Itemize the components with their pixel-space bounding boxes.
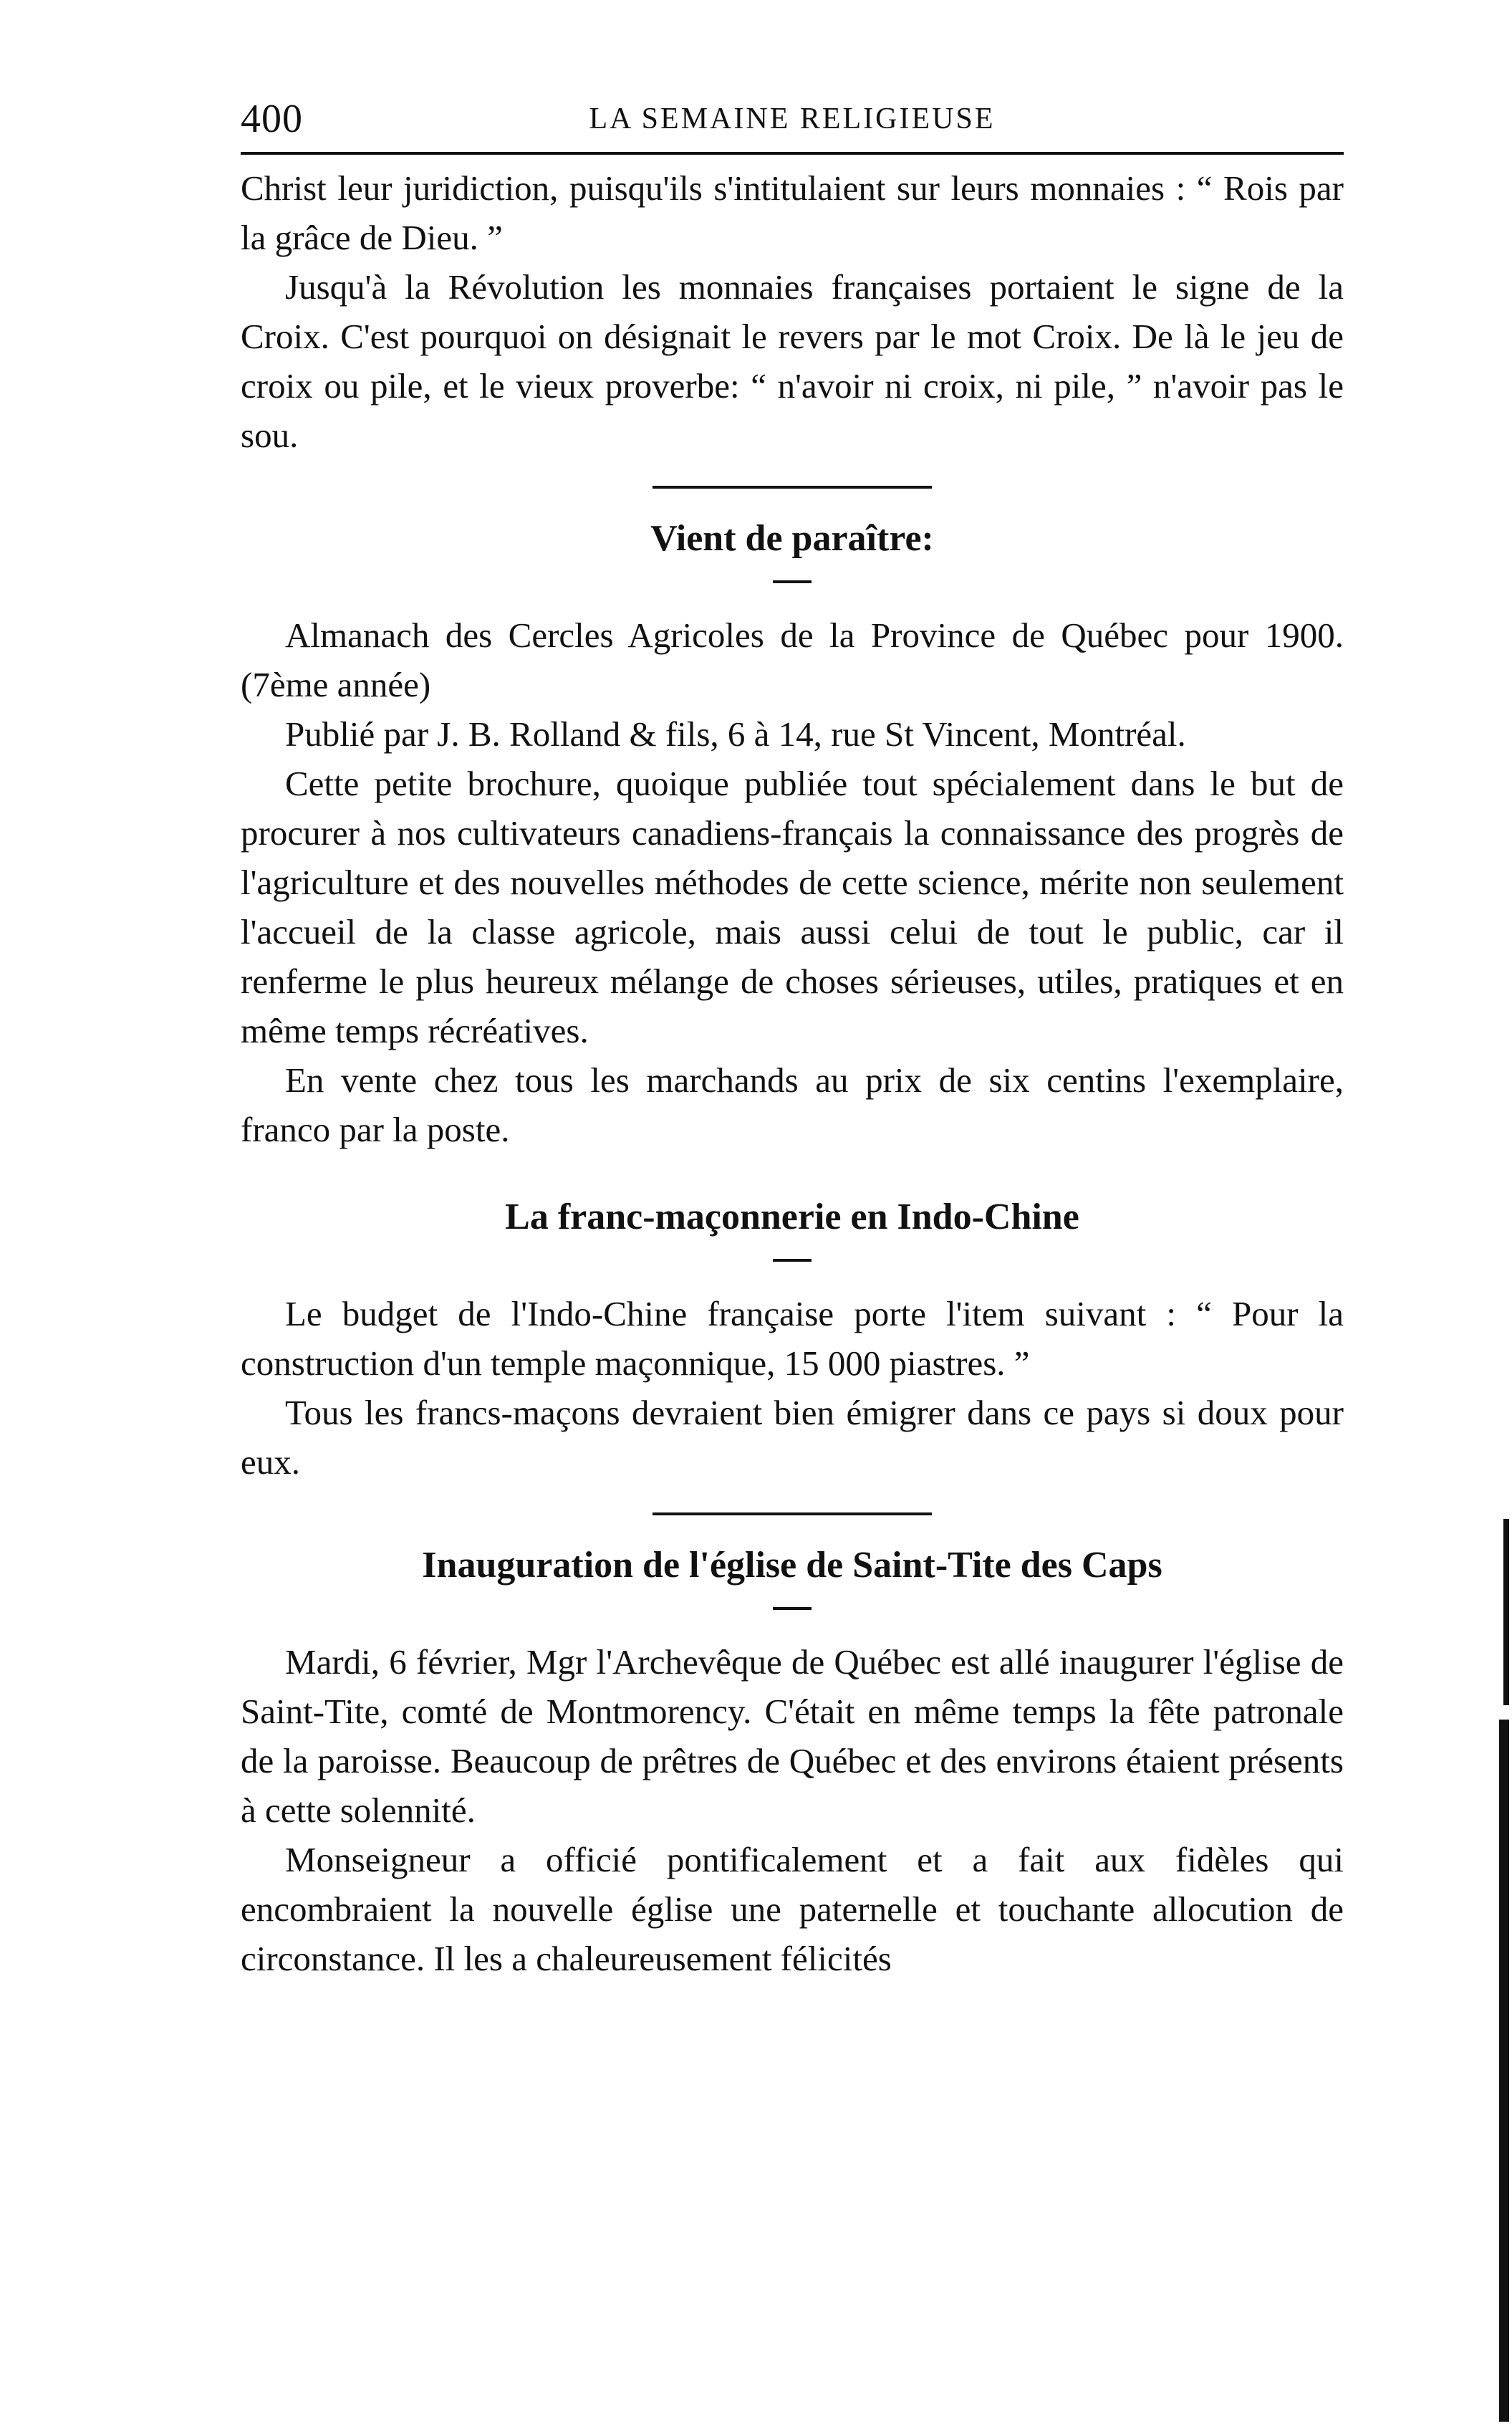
intro-paragraph: Christ leur juridiction, puisqu'ils s'intitulaient sur leurs monnaies : “ Rois par la grâce de Dieu. ” (241, 168, 1344, 257)
section-title: Inauguration de l'église de Saint-Tite des Caps (422, 1545, 1162, 1586)
page-number: 400 (241, 97, 303, 141)
paragraph: Le budget de l'Indo-Chine française porte l'item suivant : “ Pour la construction d'un temple maçonnique, 15 000 piastres. ” (241, 1294, 1344, 1383)
section-divider (653, 486, 932, 489)
running-title: LA SEMAINE RELIGIEUSE (589, 102, 996, 135)
paragraph: En vente chez tous les marchands au prix de six centins l'exemplaire, franco par la poste. (241, 1060, 1344, 1149)
title-dash (773, 1607, 812, 1610)
paragraph: Mardi, 6 février, Mgr l'Archevêque de Québec est allé inaugurer l'église de Saint-Tite, comté de Montmorency. C'était en même temps la fête patronale de la paroisse. Beaucoup de prêtres de Québec et des environs étaient présents à cette solennité. (241, 1642, 1344, 1830)
section-title: Vient de paraître: (650, 518, 934, 559)
title-dash (773, 1259, 812, 1262)
section-franc-maconnerie (241, 1194, 1344, 1487)
header-rule (241, 152, 1344, 155)
section-inauguration (241, 1543, 1344, 1983)
scan-edge-mark (1503, 1519, 1509, 1705)
scan-edge-mark (1499, 1720, 1509, 2422)
section-title: La franc-maçonnerie en Indo-Chine (505, 1197, 1079, 1237)
intro-text (241, 163, 1344, 460)
page (241, 86, 1344, 1983)
section-vient-de-paraitre (241, 516, 1344, 1154)
paragraph: Cette petite brochure, quoique publiée tout spécialement dans le but de procurer à nos cultivateurs canadiens-français la connaissance des progrès de l'agriculture et des nouvelles méthodes de cette science, mérite non seulement l'accueil de la classe agricole, mais aussi celui de tout le public, car il renferme le plus heureux mélange de choses sérieuses, utiles, pratiques et en même temps récréatives. (241, 764, 1344, 1050)
intro-paragraph: Jusqu'à la Révolution les monnaies françaises portaient le signe de la Croix. C'est pourquoi on désignait le revers par le mot Croix. De là le jeu de croix ou pile, et le vieux proverbe: “ n'avoir ni croix, ni pile, ” n'avoir pas le sou. (241, 267, 1344, 455)
title-dash (773, 580, 812, 583)
running-head (241, 86, 1344, 146)
paragraph: Almanach des Cercles Agricoles de la Province de Québec pour 1900. (7ème année) (241, 615, 1344, 704)
paragraph: Monseigneur a officié pontificalement et a fait aux fidèles qui encombraient la nouvelle église une paternelle et touchante allocution de circonstance. Il les a chaleureusement félicités (241, 1840, 1344, 1978)
paragraph: Publié par J. B. Rolland & fils, 6 à 14, rue St Vincent, Montréal. (285, 714, 1186, 754)
paragraph: Tous les francs-maçons devraient bien émigrer dans ce pays si doux pour eux. (241, 1393, 1344, 1482)
section-divider (653, 1512, 932, 1515)
